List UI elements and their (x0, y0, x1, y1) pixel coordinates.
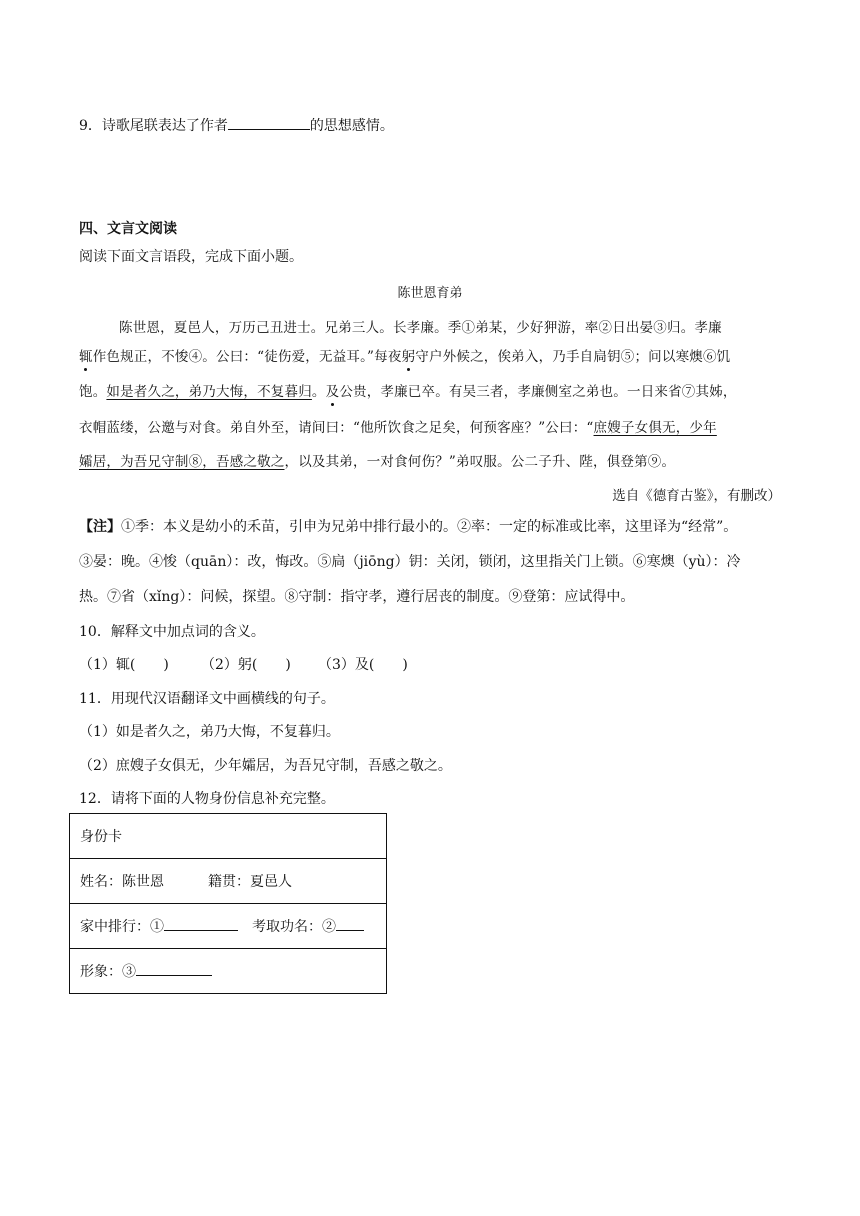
passage-source: 选自《德育古鉴》，有删改） (612, 488, 781, 504)
passage-text: 守户外候之，俟弟入，乃手自扃钥⑤；问以寒燠⑥饥 (415, 349, 731, 365)
section-heading: 四、文言文阅读 (79, 221, 177, 237)
q11-sentence-2: （2）庶嫂子女俱无，少年孀居，为吾兄守制，吾感之敬之。 (79, 758, 452, 774)
note-line-2: ③晏：晚。④悛（quān）：改，悔改。⑤扃（jiōng）钥：关闭，锁闭，这里指关门上锁。⑥寒燠（yù）：冷 (79, 554, 741, 570)
note-label: 【注】 (79, 519, 121, 535)
passage-text: 作色规正，不悛④。公曰：“徒伤爱，无益耳。”每夜 (92, 349, 402, 365)
dotted-word-gong: 躬 (401, 349, 416, 365)
card-image-label: 形象：③ (80, 964, 136, 980)
card-origin: 籍贯：夏邑人 (208, 874, 292, 890)
card-exam-label: 考取功名：② (252, 919, 336, 935)
passage-line-4 (79, 416, 781, 436)
question-12-prompt: 12．请将下面的人物身份信息补充完整。 (79, 791, 335, 807)
card-row-image (70, 949, 387, 994)
question-9 (79, 115, 394, 135)
note-line-3: 热。⑦省（xǐng）：问候，探望。⑧守制：指守孝，遵行居丧的制度。⑨登第：应试得中。 (79, 589, 635, 605)
passage-line-5 (79, 450, 781, 470)
card-rank-label: 家中排行：① (80, 919, 164, 935)
q9-number: 9． (79, 118, 102, 134)
q10-item-3[interactable]: （3）及( ) (318, 657, 408, 673)
passage-line-3 (79, 380, 781, 400)
passage-text: 。 (311, 384, 326, 400)
passage-text: 衣帽蓝缕，公邀与对食。弟自外至，请间曰：“他所饮食之足矣，何预客座？”公曰：“ (79, 420, 594, 436)
dotted-word-ji: 及 (325, 384, 340, 400)
q9-text-after: 的思想感情。 (309, 118, 394, 134)
underlined-sentence-1: 如是者久之，弟乃大悔，不复暮归 (106, 384, 312, 400)
passage-text: 公贵，孝廉已卒。有吴三者，孝廉侧室之弟也。一日来省⑦其姊， (339, 384, 737, 400)
q11-sentence-1: （1）如是者久之，弟乃大悔，不复暮归。 (79, 724, 340, 740)
identity-card-table (69, 813, 387, 994)
passage-title: 陈世恩育弟 (397, 286, 463, 301)
card-name: 姓名：陈世恩 (80, 874, 164, 890)
section-instruction: 阅读下面文言语段，完成下面小题。 (79, 249, 303, 265)
underlined-sentence-2a: 庶嫂子女俱无，少年 (593, 420, 717, 436)
dotted-word-zhe: 辄 (79, 349, 93, 365)
card-exam-blank[interactable] (336, 916, 364, 931)
passage-line-2 (79, 345, 781, 365)
q9-text-before: 诗歌尾联表达了作者 (101, 118, 228, 134)
question-11-prompt: 11．用现代汉语翻译文中画横线的句子。 (79, 691, 335, 707)
card-image-blank[interactable] (136, 961, 212, 976)
q9-answer-blank[interactable] (228, 115, 310, 130)
note-text: ①季：本义是幼小的禾苗，引申为兄弟中排行最小的。②率：一定的标准或比率，这里译为“经常”。 (121, 519, 738, 535)
card-row-rank-exam (70, 904, 387, 949)
note-line-1 (79, 516, 781, 536)
q10-item-2[interactable]: （2）躬( ) (201, 657, 291, 673)
q10-item-1[interactable]: （1）辄( ) (79, 657, 169, 673)
card-row-name-origin (70, 859, 387, 904)
passage-text: ，以及其弟，一对食何伤？”弟叹服。公二子升、陛，俱登第⑨。 (284, 454, 676, 470)
card-header: 身份卡 (70, 814, 387, 859)
card-rank-blank[interactable] (164, 916, 238, 931)
passage-text: 饱。 (79, 384, 107, 400)
passage-line-1: 陈世恩，夏邑人，万历己丑进士。兄弟三人。长孝廉。季①弟某，少好狎游，率②日出晏③归。孝廉 (119, 320, 722, 336)
question-10-prompt: 10．解释文中加点词的含义。 (79, 624, 265, 640)
underlined-sentence-2b: 孀居，为吾兄守制⑧，吾感之敬之 (79, 454, 285, 470)
